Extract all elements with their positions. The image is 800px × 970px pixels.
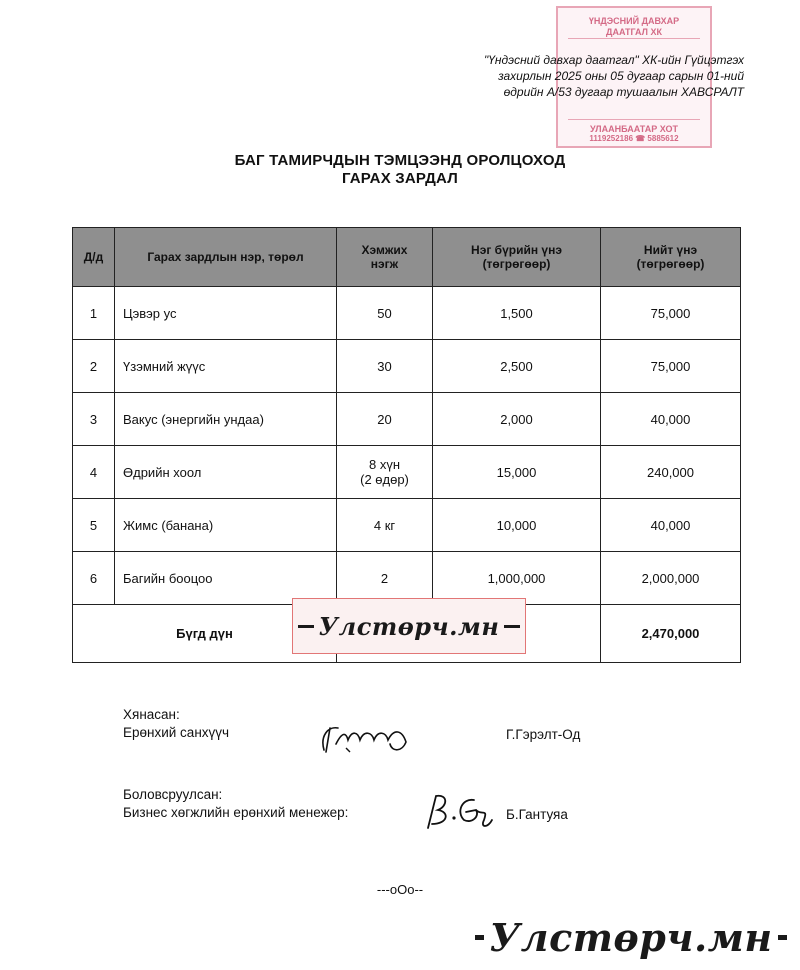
table-header-row (73, 228, 741, 287)
reviewed-block (123, 706, 229, 742)
row-total: 75,000 (601, 340, 741, 393)
row-unit: 30 (337, 340, 433, 393)
header-total-price (601, 228, 741, 287)
annex-line: захирлын 2025 оны 05 дугаар сарын 01-ний (498, 69, 744, 83)
header-price-line: (төгрөгөөр) (482, 257, 551, 271)
header-total-line: (төгрөгөөр) (636, 257, 705, 271)
row-unit: 20 (337, 393, 433, 446)
stamp-line: ДААТГАЛ ХК (606, 27, 662, 37)
header-no: Д/д (73, 228, 115, 287)
row-total: 40,000 (601, 393, 741, 446)
title-line: ГАРАХ ЗАРДАЛ (342, 170, 458, 187)
prepared-block (123, 786, 348, 822)
row-total: 240,000 (601, 446, 741, 499)
row-name: Багийн бооцоо (115, 552, 337, 605)
row-name: Вакус (энергийн ундаа) (115, 393, 337, 446)
preparer-name: Б.Гантуяа (506, 807, 568, 822)
total-value: 2,470,000 (601, 605, 741, 663)
reviewed-role: Ерөнхий санхүүч (123, 725, 230, 740)
header-unit-price (433, 228, 601, 287)
document-title (0, 152, 800, 188)
row-name: Өдрийн хоол (115, 446, 337, 499)
header-unit (337, 228, 433, 287)
row-name: Үзэмний жүүс (115, 340, 337, 393)
table-row (73, 340, 741, 393)
row-unit: 2 (337, 552, 433, 605)
row-unit-price: 1,000,000 (433, 552, 601, 605)
header-name: Гарах зардлын нэр, төрөл (115, 228, 337, 287)
site-logo (470, 908, 792, 966)
logo-text: Улстөрч.мн (489, 914, 773, 960)
row-no: 4 (73, 446, 115, 499)
row-unit-price: 2,500 (433, 340, 601, 393)
annex-line: "Үндэсний давхар даатгал" ХК-ийн Гүйцэтгэх (484, 53, 744, 67)
row-no: 6 (73, 552, 115, 605)
wm-decor-bar (778, 935, 787, 940)
row-name: Цэвэр ус (115, 287, 337, 340)
row-no: 1 (73, 287, 115, 340)
table-row (73, 499, 741, 552)
row-unit: 4 кг (337, 499, 433, 552)
row-unit-line: 8 хүн (368, 457, 401, 472)
reviewed-label: Хянасан: (123, 707, 180, 722)
reviewer-name: Г.Гэрэлт-Од (506, 727, 581, 742)
row-no: 3 (73, 393, 115, 446)
prepared-label: Боловсруулсан: (123, 787, 223, 802)
total-label: Бүгд дүн (73, 605, 337, 663)
stamp-line: 1119252186 ☎ 5885612 (589, 134, 679, 143)
row-total: 40,000 (601, 499, 741, 552)
annex-line: өдрийн А/53 дугаар тушаалын ХАВСРАЛТ (503, 85, 744, 99)
end-mark: ---oOo-- (376, 882, 424, 897)
annex-note (440, 52, 744, 100)
title-line: БАГ ТАМИРЧДЫН ТЭМЦЭЭНД ОРОЛЦОХОД (234, 152, 566, 169)
row-unit-price: 1,500 (433, 287, 601, 340)
header-price-line: Нэг бүрийн үнэ (471, 243, 562, 257)
row-total: 2,000,000 (601, 552, 741, 605)
table-row (73, 552, 741, 605)
wm-decor-bar (475, 935, 484, 940)
signature-preparer (418, 790, 498, 832)
row-unit (337, 446, 433, 499)
stamp-line: ҮНДЭСНИЙ ДАВХАР (588, 16, 680, 26)
wm-decor-bar (504, 625, 520, 628)
watermark-badge (292, 598, 526, 654)
table-row (73, 446, 741, 499)
row-unit-price: 10,000 (433, 499, 601, 552)
row-name: Жимс (банана) (115, 499, 337, 552)
header-unit-line: нэгж (370, 257, 399, 271)
row-unit: 50 (337, 287, 433, 340)
table-row (73, 287, 741, 340)
wm-decor-bar (298, 625, 314, 628)
table-row (73, 393, 741, 446)
row-unit-price: 2,000 (433, 393, 601, 446)
row-unit-line: (2 өдөр) (360, 472, 409, 487)
row-total: 75,000 (601, 287, 741, 340)
row-no: 5 (73, 499, 115, 552)
prepared-role: Бизнес хөгжлийн ерөнхий менежер: (123, 805, 349, 820)
watermark-text: Улстөрч.мн (318, 611, 500, 641)
signature-reviewer (316, 718, 416, 758)
row-no: 2 (73, 340, 115, 393)
header-total-line: Нийт үнэ (643, 243, 698, 257)
stamp-line: УЛААНБААТАР ХОТ (590, 124, 678, 134)
row-unit-price: 15,000 (433, 446, 601, 499)
header-unit-line: Хэмжих (361, 243, 408, 257)
